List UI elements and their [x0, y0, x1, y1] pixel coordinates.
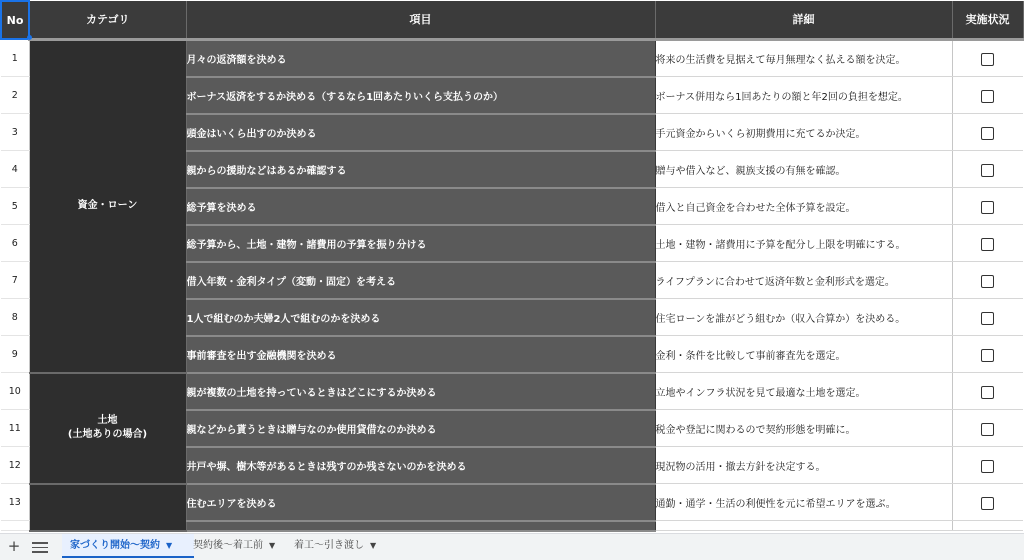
- status-cell[interactable]: [952, 373, 1023, 410]
- detail-cell[interactable]: 立地やインフラ状況を見て最適な土地を選定。: [655, 373, 952, 410]
- item-cell[interactable]: 住むエリアを決める: [186, 484, 655, 521]
- tab-label: 家づくり開始〜契約: [70, 540, 160, 551]
- detail-cell[interactable]: 通勤・通学・生活の利便性を元に希望エリアを選ぶ。: [655, 484, 952, 521]
- detail-cell[interactable]: 住宅ローンを誰がどう組むか（収入合算か）を決める。: [655, 299, 952, 336]
- selection-handle[interactable]: [27, 35, 32, 40]
- row-number[interactable]: 2: [1, 77, 29, 114]
- header-no[interactable]: No: [1, 1, 29, 39]
- status-cell[interactable]: [952, 262, 1023, 299]
- table-row: [1, 39, 1023, 77]
- detail-cell[interactable]: 土地・建物・諸費用に予算を配分し上限を明確にする。: [655, 225, 952, 262]
- detail-cell[interactable]: 手元資金からいくら初期費用に充てるか決定。: [655, 114, 952, 151]
- checkbox-icon[interactable]: [981, 423, 994, 436]
- detail-cell[interactable]: ライフプランに合わせて返済年数と金利形式を選定。: [655, 262, 952, 299]
- item-cell[interactable]: 総予算から、土地・建物・諸費用の予算を振り分ける: [186, 225, 655, 262]
- header-status[interactable]: 実施状況: [952, 1, 1023, 39]
- item-cell[interactable]: 親などから貰うときは贈与なのか使用貸借なのか決める: [186, 410, 655, 447]
- checkbox-icon[interactable]: [981, 127, 994, 140]
- header-detail[interactable]: 詳細: [655, 1, 952, 39]
- item-cell[interactable]: 頭金はいくら出すのか決める: [186, 114, 655, 151]
- item-cell[interactable]: 借入年数・金利タイプ（変動・固定）を考える: [186, 262, 655, 299]
- tab-label: 契約後〜着工前: [193, 540, 263, 551]
- status-cell[interactable]: [952, 225, 1023, 262]
- row-number[interactable]: 3: [1, 114, 29, 151]
- tab-label: 着工〜引き渡し: [294, 540, 364, 551]
- checkbox-icon[interactable]: [981, 275, 994, 288]
- tab-pre-construction[interactable]: [193, 534, 283, 558]
- item-cell[interactable]: 事前審査を出す金融機関を決める: [186, 336, 655, 373]
- status-cell[interactable]: [952, 114, 1023, 151]
- tab-construction[interactable]: [294, 534, 390, 558]
- status-cell[interactable]: [952, 521, 1023, 531]
- status-cell[interactable]: [952, 151, 1023, 188]
- checkbox-icon[interactable]: [981, 53, 994, 66]
- checkbox-icon[interactable]: [981, 312, 994, 325]
- status-cell[interactable]: [952, 447, 1023, 484]
- row-number[interactable]: 9: [1, 336, 29, 373]
- menu-icon[interactable]: [32, 540, 48, 554]
- row-number[interactable]: 6: [1, 225, 29, 262]
- checkbox-icon[interactable]: [981, 201, 994, 214]
- category-label: 資金・ローン: [77, 200, 138, 211]
- status-cell[interactable]: [952, 39, 1023, 77]
- row-number[interactable]: 13: [1, 484, 29, 521]
- row-number[interactable]: 11: [1, 410, 29, 447]
- tab-contract[interactable]: [62, 534, 194, 558]
- checkbox-icon[interactable]: [981, 460, 994, 473]
- table-row: [1, 484, 1023, 521]
- checkbox-icon[interactable]: [981, 164, 994, 177]
- status-cell[interactable]: [952, 336, 1023, 373]
- checkbox-icon[interactable]: [981, 497, 994, 510]
- checkbox-icon[interactable]: [981, 386, 994, 399]
- category-sublabel: (土地ありの場合): [67, 429, 148, 440]
- item-cell[interactable]: 親からの援助などはあるか確認する: [186, 151, 655, 188]
- plus-icon[interactable]: +: [7, 537, 21, 555]
- item-cell[interactable]: 総予算を決める: [186, 188, 655, 225]
- category-land[interactable]: [29, 373, 186, 484]
- header-category[interactable]: カテゴリ: [29, 1, 186, 39]
- row-number[interactable]: 8: [1, 299, 29, 336]
- detail-cell[interactable]: 贈与や借入など、親族支援の有無を確認。: [655, 151, 952, 188]
- item-cell[interactable]: 親が複数の土地を持っているときはどこにするか決める: [186, 373, 655, 410]
- item-cell[interactable]: ボーナス返済をするか決める（するなら1回あたりいくら支払うのか）: [186, 77, 655, 114]
- item-cell[interactable]: [186, 521, 655, 531]
- status-cell[interactable]: [952, 299, 1023, 336]
- category-funds-loan[interactable]: [29, 39, 186, 373]
- checkbox-icon[interactable]: [981, 349, 994, 362]
- caret-down-icon[interactable]: ▼: [269, 541, 276, 550]
- status-cell[interactable]: [952, 484, 1023, 521]
- detail-cell[interactable]: 金利・条件を比較して事前審査先を選定。: [655, 336, 952, 373]
- caret-down-icon[interactable]: ▼: [166, 541, 173, 550]
- row-number[interactable]: 1: [1, 39, 29, 77]
- item-cell[interactable]: 井戸や塀、樹木等があるときは残すのか残さないのかを決める: [186, 447, 655, 484]
- detail-cell[interactable]: 税金や登記に関わるので契約形態を明確に。: [655, 410, 952, 447]
- row-number[interactable]: 7: [1, 262, 29, 299]
- category-label: 土地: [97, 415, 118, 426]
- detail-cell[interactable]: [655, 521, 952, 531]
- detail-cell[interactable]: 借入と自己資金を合わせた全体予算を設定。: [655, 188, 952, 225]
- item-cell[interactable]: 1人で組むのか夫婦2人で組むのかを決める: [186, 299, 655, 336]
- checkbox-icon[interactable]: [981, 238, 994, 251]
- row-number[interactable]: 5: [1, 188, 29, 225]
- status-cell[interactable]: [952, 410, 1023, 447]
- category-area[interactable]: [29, 484, 186, 531]
- caret-down-icon[interactable]: ▼: [370, 541, 377, 550]
- row-number[interactable]: 12: [1, 447, 29, 484]
- header-item[interactable]: 項目: [186, 1, 655, 39]
- detail-cell[interactable]: ボーナス併用なら1回あたりの額と年2回の負担を想定。: [655, 77, 952, 114]
- sheet-tab-bar: [0, 533, 1024, 560]
- row-number[interactable]: 10: [1, 373, 29, 410]
- checkbox-icon[interactable]: [981, 90, 994, 103]
- row-number[interactable]: [1, 521, 29, 531]
- table-row: [1, 373, 1023, 410]
- detail-cell[interactable]: 将来の生活費を見据えて毎月無理なく払える額を決定。: [655, 39, 952, 77]
- detail-cell[interactable]: 現況物の活用・撤去方針を決定する。: [655, 447, 952, 484]
- status-cell[interactable]: [952, 188, 1023, 225]
- status-cell[interactable]: [952, 77, 1023, 114]
- row-number[interactable]: 4: [1, 151, 29, 188]
- item-cell[interactable]: 月々の返済額を決める: [186, 39, 655, 77]
